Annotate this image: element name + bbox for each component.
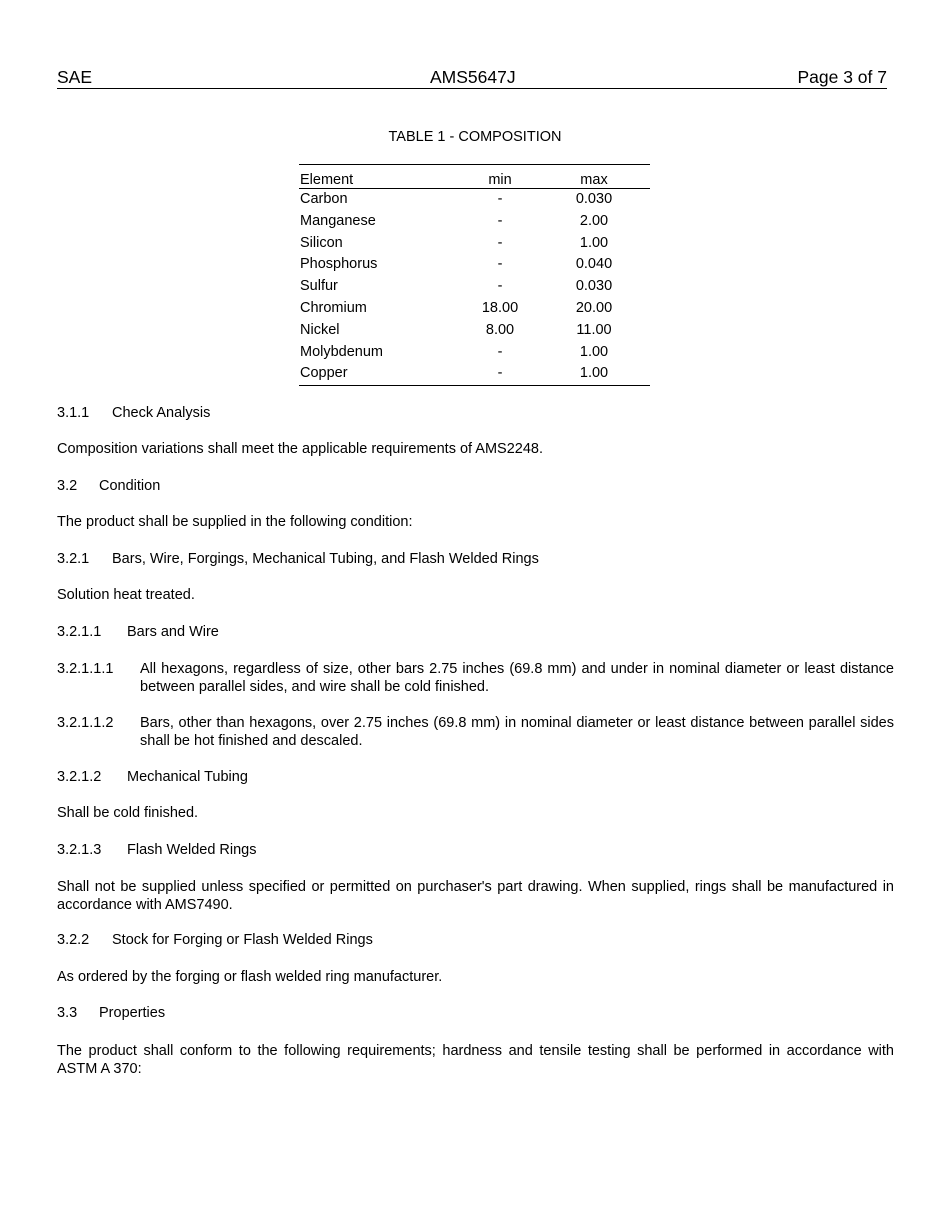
paragraph-3-2-1: Solution heat treated. [57,587,195,603]
max-cell: 0.030 [575,278,613,295]
max-cell: 2.00 [579,212,609,229]
paragraph-3-3: The product shall conform to the following requirements; hardness and tensile testing shall be performed in accordance with ASTM A 370: [57,1043,894,1077]
table-row [299,254,650,276]
element-cell: Copper [300,365,348,382]
paragraph-3-2-1-3: Shall not be supplied unless specified or permitted on purchaser's part drawing. When supplied, rings shall be manufactured in accordance with AMS7490. [57,879,894,913]
min-cell: - [497,191,503,207]
section-number: 3.1.1 [57,405,90,421]
section-heading-3-2-2 [57,932,373,950]
element-cell: Phosphorus [300,256,378,273]
table-row [299,211,650,233]
element-cell: Molybdenum [300,343,384,360]
section-title: Condition [99,478,161,494]
header-doc-number: AMS5647J [430,67,516,87]
section-heading-3-2-1 [57,551,539,569]
min-cell: 18.00 [481,299,519,316]
section-title: Flash Welded Rings [127,842,257,858]
table-row [299,320,650,342]
composition-table [299,164,650,386]
min-cell: - [497,212,503,229]
table-row [299,363,650,385]
section-heading-3-2-1-1 [57,624,219,642]
section-heading-3-1-1 [57,405,210,423]
paragraph-3-1-1: Composition variations shall meet the applicable requirements of AMS2248. [57,441,544,457]
max-cell: 0.040 [575,256,613,273]
table-title: TABLE 1 - COMPOSITION [388,129,562,145]
section-number: 3.2.1.3 [57,842,102,858]
section-number: 3.2.1.1.1 [57,661,114,677]
page-header [57,67,887,89]
section-text: All hexagons, regardless of size, other bars 2.75 inches (69.8 mm) and under in nominal diameter or least distance between parallel sides, and wire shall be cold finished. [140,661,894,695]
column-header-max: max [580,172,608,188]
subsection-3-2-1-1-1 [57,660,894,696]
element-cell: Silicon [300,234,343,251]
section-number: 3.2 [57,478,78,494]
max-cell: 20.00 [575,299,613,316]
max-cell: 1.00 [579,234,609,251]
max-cell: 1.00 [579,343,609,360]
subsection-3-2-1-1-2 [57,714,894,750]
section-title: Check Analysis [112,405,211,421]
column-header-element: Element [300,172,354,188]
max-cell: 1.00 [579,365,609,382]
min-cell: - [497,365,503,382]
section-text: Bars, other than hexagons, over 2.75 inches (69.8 mm) in nominal diameter or least distance between parallel sides shall be hot finished and descaled. [140,715,894,749]
section-title: Bars and Wire [127,624,219,640]
max-cell: 11.00 [576,321,612,338]
section-title: Bars, Wire, Forgings, Mechanical Tubing, and Flash Welded Rings [112,551,539,567]
section-number: 3.2.1.1.2 [57,715,114,731]
column-header-min: min [488,172,512,188]
section-title: Stock for Forging or Flash Welded Rings [112,932,373,948]
min-cell: 8.00 [485,321,515,338]
section-heading-3-2 [57,478,160,496]
min-cell: - [497,278,503,295]
element-cell: Nickel [300,321,340,338]
element-cell: Carbon [300,191,348,207]
section-title: Mechanical Tubing [127,769,248,785]
section-number: 3.2.2 [57,932,90,948]
section-number: 3.2.1.1 [57,624,102,640]
min-cell: - [497,343,503,360]
max-cell: 0.030 [575,191,613,207]
table-row [299,276,650,298]
table-row [299,189,650,211]
element-cell: Manganese [300,212,376,229]
element-cell: Sulfur [300,278,338,295]
section-heading-3-2-1-3 [57,842,257,860]
table-row [299,342,650,364]
section-number: 3.2.1 [57,551,90,567]
min-cell: - [497,234,503,251]
table-row [299,233,650,255]
section-number: 3.2.1.2 [57,769,102,785]
section-number: 3.3 [57,1005,78,1021]
header-page-number: Page 3 of 7 [797,67,887,87]
paragraph-3-2-2: As ordered by the forging or flash welded ring manufacturer. [57,969,443,985]
section-title: Properties [99,1005,166,1021]
table-header-row [299,165,650,189]
header-org: SAE [57,67,93,87]
section-heading-3-3 [57,1005,165,1023]
min-cell: - [497,256,503,273]
paragraph-3-2-1-2: Shall be cold finished. [57,805,199,821]
table-row [299,298,650,320]
section-heading-3-2-1-2 [57,769,248,787]
paragraph-3-2: The product shall be supplied in the following condition: [57,514,413,530]
element-cell: Chromium [300,299,367,316]
